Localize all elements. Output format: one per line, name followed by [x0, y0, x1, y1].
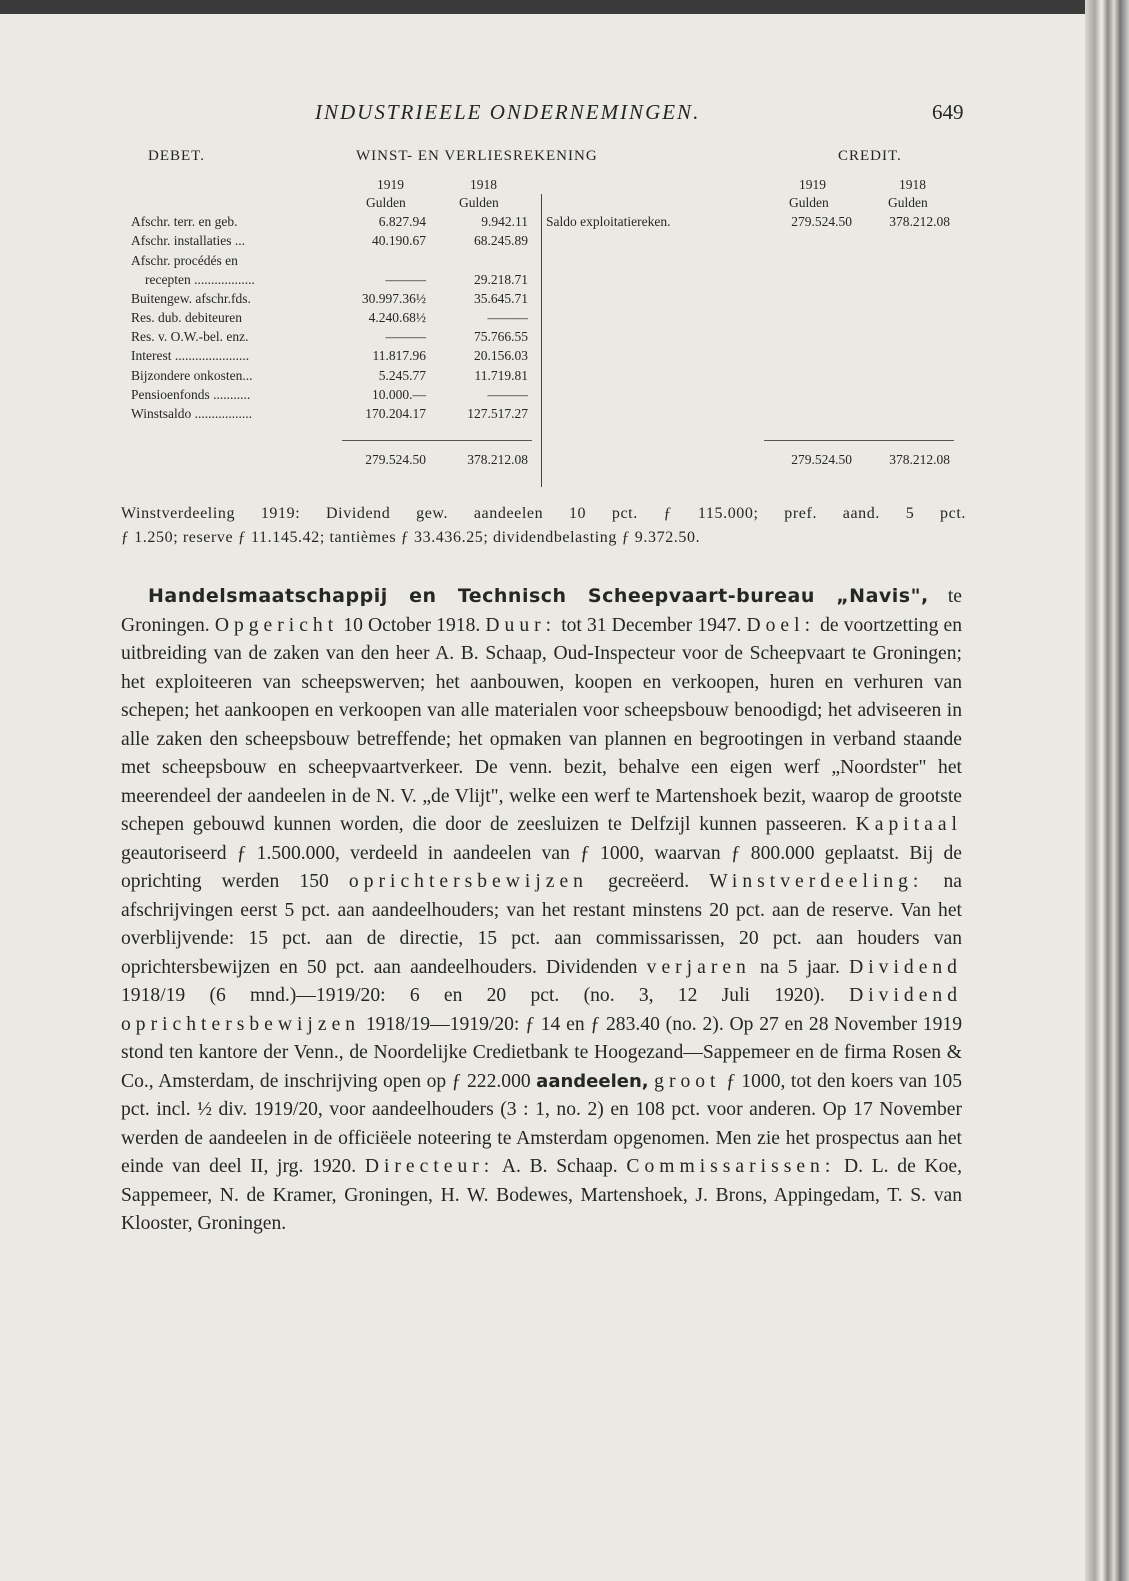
credit-value-1919: 279.524.50 — [791, 214, 852, 229]
debit-value-1918: 68.245.89 — [474, 233, 528, 248]
spaced-keyword: Kapitaal — [855, 814, 962, 835]
book-spine — [1085, 0, 1129, 1581]
scan-top-edge — [0, 0, 1129, 14]
debit-label: Afschr. installaties ... — [131, 233, 245, 248]
credit-total-1918: 378.212.08 — [889, 452, 950, 467]
debit-label: Res. v. O.W.-bel. enz. — [131, 329, 249, 344]
debit-value-1918: 9.942.11 — [481, 214, 528, 229]
debit-label: Buitengew. afschr.fds. — [131, 291, 251, 306]
spaced-keyword: Duur: — [485, 614, 557, 636]
entry-text: 10 October 1918. — [338, 614, 486, 636]
entry-text: geautoriseerd ƒ 1.500.000, verdeeld in aandeelen van ƒ 1000, waarvan ƒ 800.000 geplaatst. Bij de oprichting werden 150 — [121, 842, 962, 892]
debit-value-1919: 40.190.67 — [372, 233, 426, 248]
debit-value-1918: 35.645.71 — [474, 291, 528, 306]
entry-text: na afschrijvingen eerst 5 pct. aan aandeelhouders; van het restant minstens 20 pct. aan de reserve. Van het overblijvende: 15 pct. aan de directie, 15 pct. aan commissarissen, 20 pct. aan houders van oprichtersbewijzen en 50 pct. aan aandeelhouders. Dividenden — [121, 871, 962, 978]
credit-year-1919: 1919 — [799, 177, 826, 192]
entry-body — [121, 586, 962, 1234]
credit-value-1918: 378.212.08 — [889, 214, 950, 229]
credit-year-1918: 1918 — [899, 177, 926, 192]
debit-value-1919: 5.245.77 — [378, 368, 426, 383]
company-entry — [121, 582, 962, 1239]
credit-total-1919: 279.524.50 — [791, 452, 852, 467]
debit-total-1918: 378.212.08 — [467, 452, 528, 467]
account-divider — [541, 194, 542, 487]
debit-label: Afschr. procédés en — [131, 253, 238, 268]
bold-keyword: aandeelen, — [536, 1070, 649, 1092]
entry-text: te Groningen. — [121, 586, 962, 636]
debit-unit-1918: Gulden — [459, 195, 499, 210]
spaced-keyword: Directeur: — [364, 1156, 495, 1177]
debit-label: Afschr. terr. en geb. — [131, 214, 238, 229]
debit-label: Pensioenfonds ........... — [131, 387, 251, 402]
entry-paragraph — [121, 582, 962, 1239]
entry-text: A. B. Schaap. — [494, 1156, 627, 1177]
entry-text: tot 31 December 1947. — [556, 614, 747, 636]
debit-unit-1919: Gulden — [366, 195, 406, 210]
entry-text: de voortzetting en uitbreiding van de zaken van den heer A. B. Schaap, Oud-Inspecteur voor de Scheepvaart te Groningen; het exploiteeren van scheepswerven; het aanbouwen, koopen en verkoopen, huren en verhuren van schepen; het aankoopen en verkoopen van alle materialen voor scheepsbouw benoodigd; het adviseeren in alle zaken den scheepsbouw betreffende; het opmaken van plannen en begrootingen in verband staande met scheepsbouw en scheepvaartverkeer. De venn. bezit, behalve een eigen werf „Noordster" het meerendeel der aandeelen in de N. V. „de Vlijt", welke een werf te Martenshoek bezit, waarop de grootste schepen gebouwd kunnen worden, die door de zeesluizen te Delfzijl kunnen passeeren. — [121, 614, 962, 835]
spaced-keyword: groot — [654, 1070, 721, 1092]
debit-value-1919: 4.240.68½ — [368, 310, 426, 325]
company-name: Handelsmaatschappij en Technisch Scheepvaart-bureau „Navis", — [148, 585, 929, 607]
spaced-keyword: Dividend oprichtersbewijzen — [121, 985, 962, 1035]
spaced-keyword: Commissarissen: — [626, 1156, 836, 1177]
debit-value-1918: ——— — [487, 387, 528, 402]
debit-value-1919: 11.817.96 — [372, 348, 426, 363]
debit-value-1919: ——— — [385, 329, 426, 344]
debit-label: Winstsaldo ................. — [131, 406, 252, 421]
debit-value-1918: ——— — [487, 310, 528, 325]
debit-total-1919: 279.524.50 — [365, 452, 426, 467]
book-page — [0, 14, 1085, 1581]
debit-label: Interest ...................... — [131, 348, 250, 363]
entry-text: na 5 jaar. — [750, 956, 850, 978]
entry-text: gecreëerd. — [587, 871, 710, 892]
credit-total-rule — [764, 440, 954, 441]
credit-unit-1919: Gulden — [789, 195, 829, 210]
profit-distribution — [121, 502, 966, 550]
spaced-keyword: Doel: — [746, 614, 816, 636]
debit-year-1918: 1918 — [470, 177, 497, 192]
page-number: 649 — [932, 100, 964, 124]
debit-value-1919: ——— — [385, 272, 426, 287]
entry-text: 1918/19 (6 mnd.)—1919/20: 6 en 20 pct. (no. 3, 12 Juli 1920). — [121, 985, 850, 1006]
debit-value-1918: 11.719.81 — [474, 368, 528, 383]
debit-value-1918: 20.156.03 — [474, 348, 528, 363]
debit-total-rule — [342, 440, 532, 441]
entry-text: D. L. de Koe, Sappemeer, N. de Kramer, Groningen, H. W. Bodewes, Martenshoek, J. Brons, Appingedam, T. S. van Klooster, Groningen. — [121, 1156, 962, 1234]
spaced-keyword: Opgericht — [214, 614, 339, 636]
profit-distribution-line: ƒ 1.250; reserve ƒ 11.145.42; tantièmes ƒ 33.436.25; dividendbelasting ƒ 9.372.50. — [121, 529, 701, 546]
debit-label: Res. dub. debiteuren — [131, 310, 242, 325]
debit-value-1919: 30.997.36½ — [361, 291, 426, 306]
debit-label: recepten .................. — [145, 272, 255, 287]
profit-distribution-line: Winstverdeeling 1919: Dividend gew. aandeelen 10 pct. ƒ 115.000; pref. aand. 5 pct. — [121, 505, 966, 522]
entry-text: 1918/19—1919/20: ƒ 14 en ƒ 283.40 (no. 2). Op 27 en 28 November 1919 stond ten kantore der Venn., de Noordelijke Credietbank te Hoogezand—Sappemeer en de firma Rosen & Co., Amsterdam, de inschrijving open op ƒ 222.000 — [121, 1013, 962, 1092]
running-head-title: INDUSTRIEELE ONDERNEMINGEN. — [315, 100, 701, 124]
debet-label: DEBET. — [148, 148, 205, 164]
credit-unit-1918: Gulden — [888, 195, 928, 210]
debit-value-1919: 6.827.94 — [378, 214, 426, 229]
account-title: WINST- EN VERLIESREKENING — [356, 148, 598, 164]
debit-year-1919: 1919 — [377, 177, 404, 192]
credit-label: CREDIT. — [838, 148, 902, 164]
entry-text: ƒ 1000, tot den koers van 105 pct. incl. ½ div. 1919/20, voor aandeelhouders (3 : 1, no. 2) en 108 pct. voor anderen. Op 17 November werden de aandeelen in de officiëele noteering te Amsterdam opgenomen. Men zie het prospectus aan het einde van deel II, jrg. 1920. — [121, 1070, 962, 1177]
spaced-keyword: Dividend — [849, 956, 962, 978]
spaced-keyword: oprichtersbewijzen — [348, 871, 588, 892]
debit-value-1918: 75.766.55 — [474, 329, 528, 344]
spaced-keyword: Winstverdeeling: — [709, 871, 924, 892]
spaced-keyword: verjaren — [646, 956, 751, 978]
debit-value-1919: 10.000.— — [372, 387, 426, 402]
debit-value-1918: 127.517.27 — [467, 406, 528, 421]
credit-label-saldo: Saldo exploitatiereken. — [546, 214, 671, 229]
running-head — [0, 100, 1085, 130]
debit-value-1918: 29.218.71 — [474, 272, 528, 287]
debit-value-1919: 170.204.17 — [365, 406, 426, 421]
debit-label: Bijzondere onkosten... — [131, 368, 253, 383]
